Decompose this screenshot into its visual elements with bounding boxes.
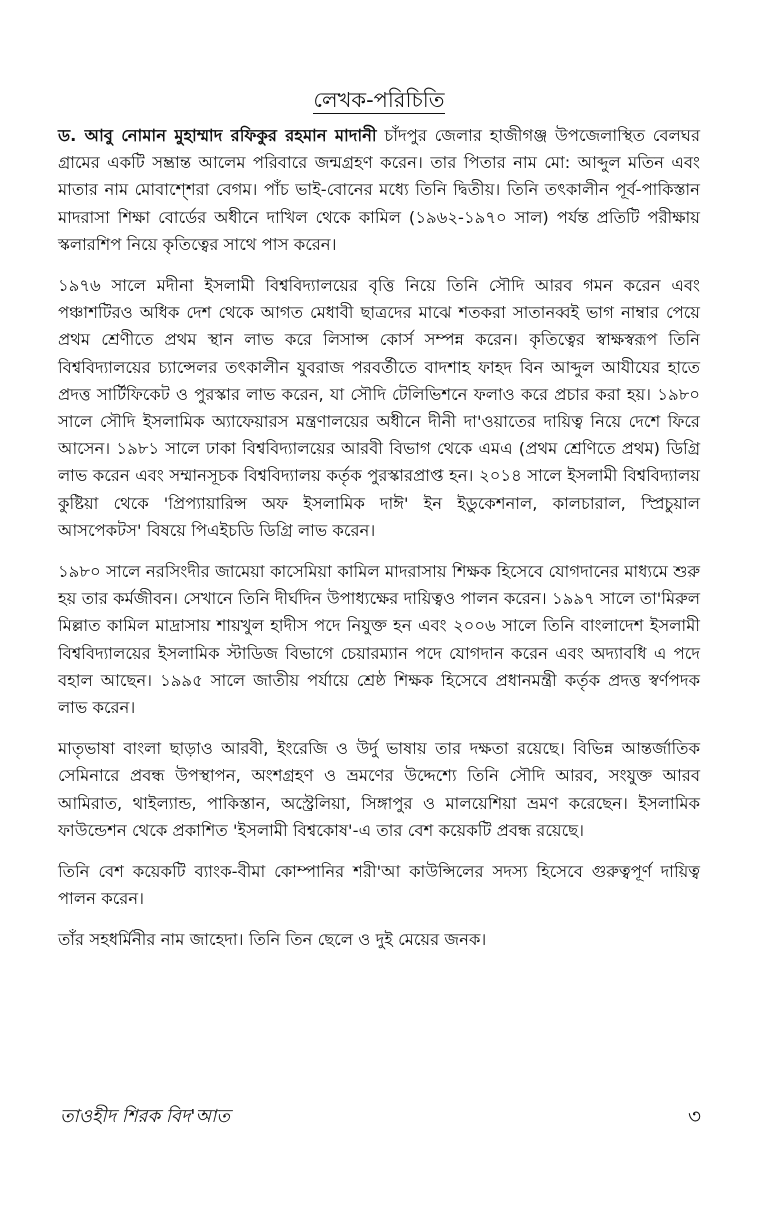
author-name: ড. আবু নোমান মুহাম্মাদ রফিকুর রহমান মাদানী — [58, 126, 377, 145]
paragraph-family: তাঁর সহধর্মিনীর নাম জাহেদা। তিনি তিন ছেলে ও দুই মেয়ের জনক। — [58, 930, 487, 950]
page-number: ৩ — [687, 1104, 701, 1128]
paragraph-career: ১৯৮০ সালে নরসিংদীর জামেয়া কাসেমিয়া কামিল মাদরাসায় শিক্ষক হিসেবে যোগদানের মাধ্যমে শুরু হয় তার কর্মজীবন। সেখানে তিনি দীর্ঘদিন উপাধ্যক্ষের দায়িত্বও পালন করেন। ১৯৯৭ সালে তা'মিরুল মিল্লাত কামিল মাদ্রাসায় শায়খুল হাদীস পদে নিযুক্ত হন এবং ২০০৬ সালে তিনি বাংলাদেশ ইসলামী বিশ্ববিদ্যালয়ের ইসলামিক স্টাডিজ বিভাগে চেয়ারম্যান পদে যোগদান করেন এবং অদ্যাবধি এ পদে বহাল আছেন। ১৯৯৫ সালে জাতীয় পর্যায়ে শ্রেষ্ঠ শিক্ষক হিসেবে প্রধানমন্ত্রী কর্তৃক প্রদত্ত স্বর্ণপদক লাভ করেন। — [58, 562, 700, 718]
paragraph-education: ১৯৭৬ সালে মদীনা ইসলামী বিশ্ববিদ্যালয়ের বৃত্তি নিয়ে তিনি সৌদি আরব গমন করেন এবং পঞ্চাশটিরও অধিক দেশ থেকে আগত মেধাবী ছাত্রদের মাঝে শতকরা সাতানব্বই ভাগ নাম্বার পেয়ে প্রথম শ্রেণীতে প্রথম স্থান লাভ করে লিসান্স কোর্স সম্পন্ন করেন। কৃতিত্বের স্বাক্ষস্বরূপ তিনি বিশ্ববিদ্যালয়ের চ্যান্সেলর তৎকালীন যুবরাজ পরবর্তীতে বাদশাহ ফাহদ বিন আব্দুল আযীযের হাতে প্রদত্ত সার্টিফিকেট ও পুরস্কার লাভ করেন, যা সৌদি টেলিভিশনে ফলাও করে প্রচার করা হয়। ১৯৮০ সালে সৌদি ইসলামিক অ্যাফেয়ারস মন্ত্রণালয়ের অধীনে দীনী দা'ওয়াতের দায়িত্ব নিয়ে দেশে ফিরে আসেন। ১৯৮১ সালে ঢাকা বিশ্ববিদ্যালয়ের আরবী বিভাগ থেকে এমএ (প্রথম শ্রেণিতে প্রথম) ডিগ্রি লাভ করেন এবং সম্মানসূচক বিশ্ববিদ্যালয় কর্তৃক পুরস্কারপ্রাপ্ত হন। ২০১৪ সালে ইসলামী বিশ্ববিদ্যালয় কুষ্টিয়া থেকে 'প্রিপ্যায়ারিন্স অফ ইসলামিক দাঈ' ইন ইডুকেশনাল, কালচারাল, স্প্রিচুয়াল আসপেকটস' বিষয়ে পিএইচডি ডিগ্রি লাভ করেন। — [58, 276, 700, 540]
footer-book-title: তাওহীদ শিরক বিদ'আত — [60, 1106, 230, 1127]
page-footer — [60, 1102, 701, 1135]
paragraph-shariah-council: তিনি বেশ কয়েকটি ব্যাংক-বীমা কোম্পানির শরী'আ কাউন্সিলের সদস্য হিসেবে গুরুত্বপূর্ণ দায়িত্ব পালন করেন। — [58, 862, 700, 909]
paragraph-languages-travel: মাতৃভাষা বাংলা ছাড়াও আরবী, ইংরেজি ও উর্দু ভাষায় তার দক্ষতা রয়েছে। বিভিন্ন আন্তর্জাতিক সেমিনারে প্রবন্ধ উপস্থাপন, অংশগ্রহণ ও ভ্রমণের উদ্দেশ্যে তিনি সৌদি আরব, সংযুক্ত আরব আমিরাত, থাইল্যান্ড, পাকিস্তান, অস্ট্রেলিয়া, সিঙ্গাপুর ও মালয়েশিয়া ভ্রমণ করেছেন। ইসলামিক ফাউন্ডেশন থেকে প্রকাশিত 'ইসলামী বিশ্বকোষ'-এ তার বেশ কয়েকটি প্রবন্ধ রয়েছে। — [58, 739, 700, 840]
page-title-text: লেখক-পরিচিতি — [313, 88, 445, 112]
page-title — [58, 86, 700, 114]
paragraph-intro-text: চাঁদপুর জেলার হাজীগঞ্জ উপজেলাস্থিত বেলঘর গ্রামের একটি সম্ভ্রান্ত আলেম পরিবারে জন্মগ্রহণ করেন। তার পিতার নাম মো: আব্দুল মতিন এবং মাতার নাম মোবাশ্শেরা বেগম। পাঁচ ভাই-বোনের মধ্যে তিনি দ্বিতীয়। তিনি তৎকালীন পূর্ব-পাকিস্তান মাদরাসা শিক্ষা বোর্ডের অধীনে দাখিল থেকে কামিল (১৯৬২-১৯৭০ সাল) পর্যন্ত প্রতিটি পরীক্ষায় স্কলারশিপ নিয়ে কৃতিত্বের সাথে পাস করেন। — [58, 126, 700, 254]
document-body — [58, 86, 700, 968]
paragraph-intro — [58, 122, 700, 258]
